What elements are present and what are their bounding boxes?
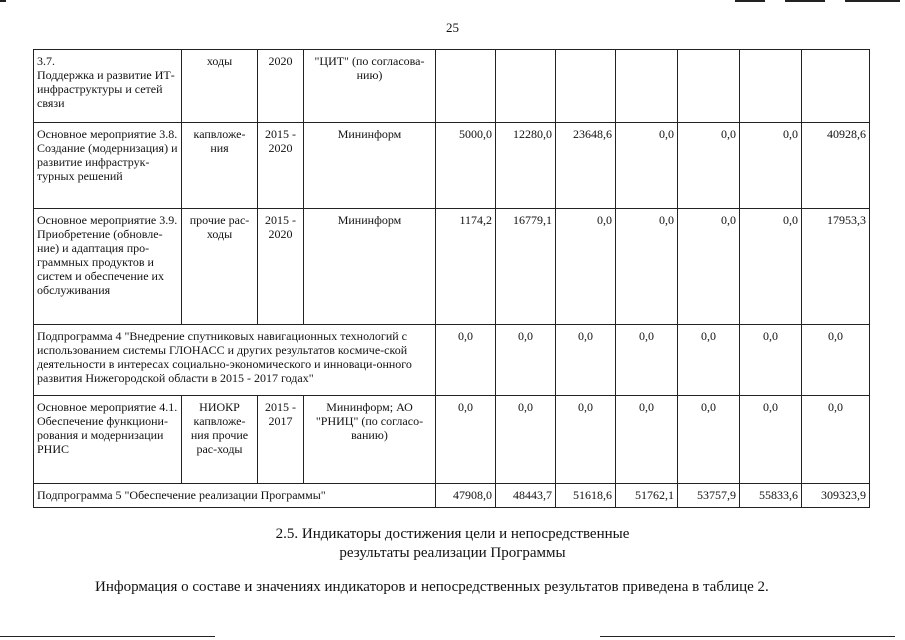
activity-name: 3.7. Поддержка и развитие ИТ-инфраструктуры и сетей связи bbox=[34, 50, 182, 123]
value-cell: 12280,0 bbox=[496, 123, 556, 209]
value-cell: 53757,9 bbox=[678, 484, 740, 508]
activity-name: Основное мероприятие 3.9. Приобретение (обновле-ние) и адаптация про-граммных продуктов и систем и обеспечение их обслуживания bbox=[34, 209, 182, 325]
value-cell: 48443,7 bbox=[496, 484, 556, 508]
value-cell: 0,0 bbox=[802, 396, 870, 484]
value-cell: 23648,6 bbox=[556, 123, 616, 209]
value-cell: 0,0 bbox=[678, 325, 740, 396]
value-cell: 0,0 bbox=[740, 325, 802, 396]
value-cell: 0,0 bbox=[740, 396, 802, 484]
value-cell: 0,0 bbox=[556, 209, 616, 325]
value-cell: 40928,6 bbox=[802, 123, 870, 209]
value-cell: 0,0 bbox=[496, 396, 556, 484]
value-cell: 0,0 bbox=[556, 325, 616, 396]
cost-type: капвложе-ния bbox=[182, 123, 258, 209]
value-cell bbox=[802, 50, 870, 123]
value-cell: 0,0 bbox=[740, 123, 802, 209]
cost-type: ходы bbox=[182, 50, 258, 123]
value-cell: 0,0 bbox=[616, 209, 678, 325]
value-cell: 51762,1 bbox=[616, 484, 678, 508]
value-cell: 51618,6 bbox=[556, 484, 616, 508]
value-cell: 0,0 bbox=[616, 123, 678, 209]
period: 2015 - 2020 bbox=[258, 123, 304, 209]
value-cell: 1174,2 bbox=[436, 209, 496, 325]
value-cell: 0,0 bbox=[496, 325, 556, 396]
body-paragraph: Информация о составе и значениях индикаторов и непосредственных результатов приведена в таблице 2. bbox=[95, 579, 769, 595]
activity-name: Основное мероприятие 4.1. Обеспечение функциони-рования и модернизации РНИС bbox=[34, 396, 182, 484]
value-cell bbox=[556, 50, 616, 123]
period: 2020 bbox=[258, 50, 304, 123]
scan-edge-mark bbox=[735, 0, 765, 2]
subprogram-title: Подпрограмма 5 "Обеспечение реализации Программы" bbox=[34, 484, 436, 508]
table-row bbox=[34, 209, 870, 325]
executor: Мининформ bbox=[304, 209, 436, 325]
period: 2015 - 2017 bbox=[258, 396, 304, 484]
cost-type: прочие рас-ходы bbox=[182, 209, 258, 325]
activity-name: Основное мероприятие 3.8. Создание (модернизация) и развитие инфраструк-турных решений bbox=[34, 123, 182, 209]
value-cell: 0,0 bbox=[740, 209, 802, 325]
value-cell: 47908,0 bbox=[436, 484, 496, 508]
subprogram-title: Подпрограмма 4 "Внедрение спутниковых навигационных технологий с использованием системы ГЛОНАСС и других результатов космиче-ской деятельности в интересах социально-экономического и инноваци-онного развития Нижегородской области в 2015 - 2017 годах" bbox=[34, 325, 436, 396]
value-cell: 0,0 bbox=[436, 325, 496, 396]
value-cell: 0,0 bbox=[556, 396, 616, 484]
table-row bbox=[34, 325, 870, 396]
executor: Мининформ; АО "РНИЦ" (по согласо-ванию) bbox=[304, 396, 436, 484]
scan-edge-mark bbox=[845, 0, 900, 2]
budget-table bbox=[33, 49, 870, 508]
value-cell: 0,0 bbox=[436, 396, 496, 484]
value-cell bbox=[436, 50, 496, 123]
value-cell bbox=[740, 50, 802, 123]
page-number: 25 bbox=[446, 20, 459, 35]
value-cell bbox=[678, 50, 740, 123]
executor: "ЦИТ" (по согласова-нию) bbox=[304, 50, 436, 123]
table-row bbox=[34, 484, 870, 508]
value-cell: 55833,6 bbox=[740, 484, 802, 508]
section-heading-line: результаты реализации Программы bbox=[339, 545, 566, 561]
table-row bbox=[34, 396, 870, 484]
section-heading-line: 2.5. Индикаторы достижения цели и непосредственные bbox=[275, 526, 630, 542]
period: 2015 - 2020 bbox=[258, 209, 304, 325]
value-cell: 0,0 bbox=[802, 325, 870, 396]
scan-edge-mark bbox=[785, 0, 825, 2]
value-cell bbox=[496, 50, 556, 123]
value-cell bbox=[616, 50, 678, 123]
value-cell: 309323,9 bbox=[802, 484, 870, 508]
table-row bbox=[34, 123, 870, 209]
value-cell: 0,0 bbox=[678, 209, 740, 325]
scan-edge-mark bbox=[600, 636, 895, 637]
scan-edge-mark bbox=[0, 0, 6, 2]
value-cell: 5000,0 bbox=[436, 123, 496, 209]
value-cell: 16779,1 bbox=[496, 209, 556, 325]
value-cell: 0,0 bbox=[678, 396, 740, 484]
executor: Мининформ bbox=[304, 123, 436, 209]
table-row bbox=[34, 50, 870, 123]
value-cell: 0,0 bbox=[616, 325, 678, 396]
scan-edge-mark bbox=[0, 636, 215, 637]
cost-type: НИОКР капвложе-ния прочие рас-ходы bbox=[182, 396, 258, 484]
value-cell: 0,0 bbox=[678, 123, 740, 209]
value-cell: 17953,3 bbox=[802, 209, 870, 325]
section-heading bbox=[0, 525, 905, 563]
value-cell: 0,0 bbox=[616, 396, 678, 484]
